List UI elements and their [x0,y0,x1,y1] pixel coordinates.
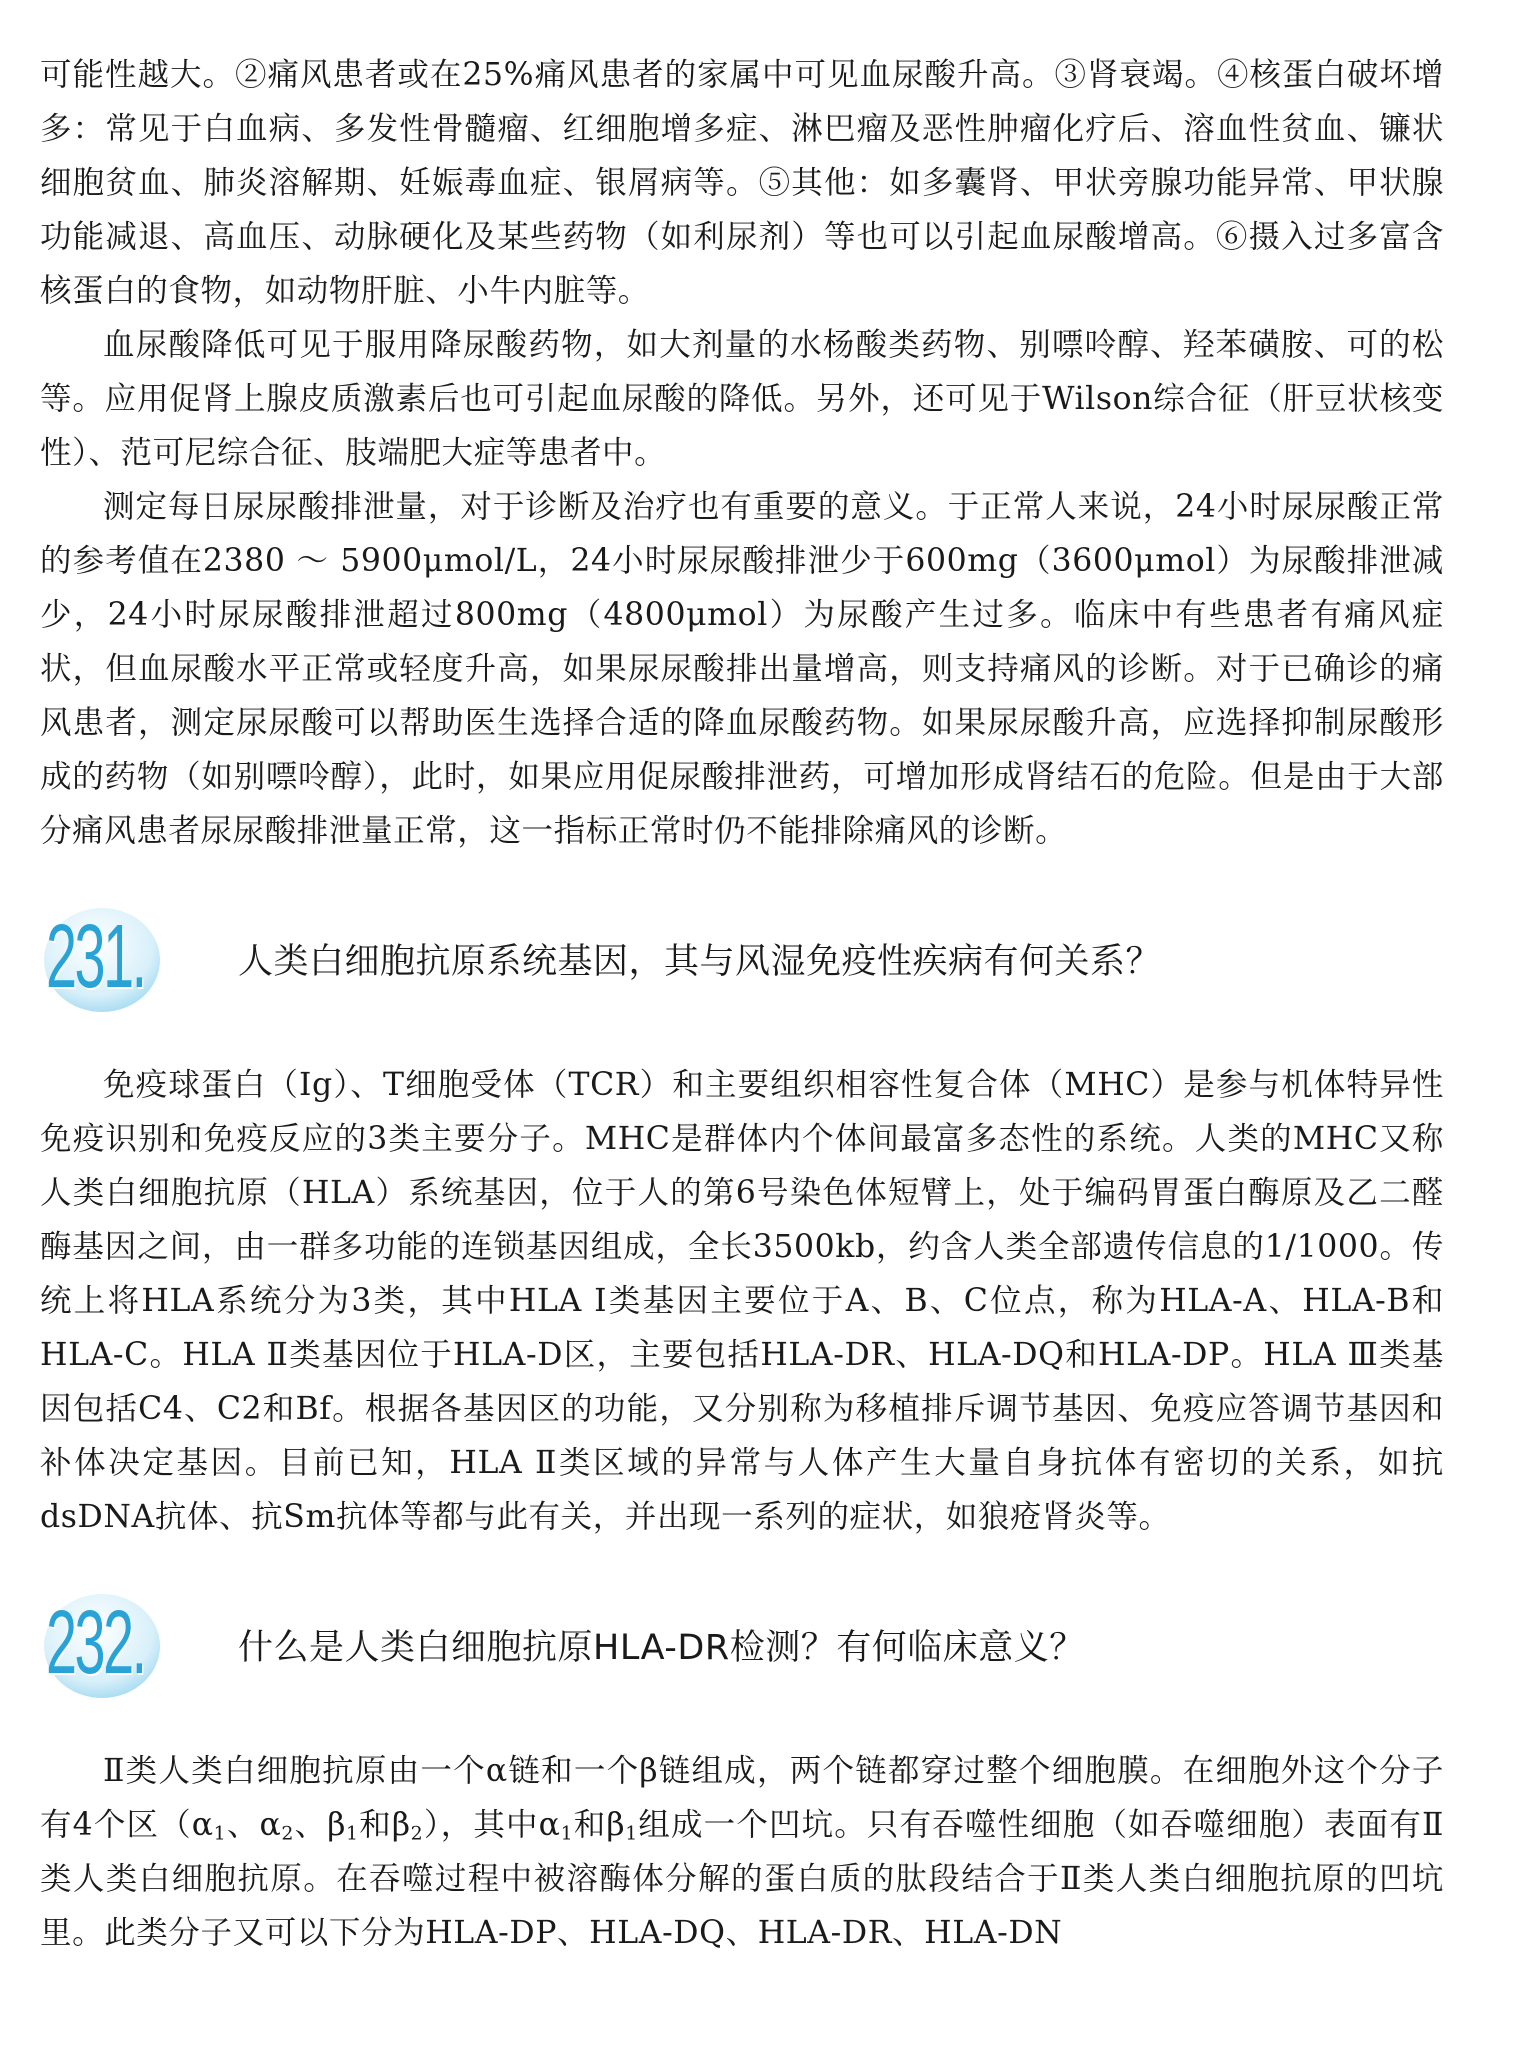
continuation-paragraph-1: 可能性越大。②痛风患者或在25%痛风患者的家属中可见血尿酸升高。③肾衰竭。④核蛋白破坏增多：常见于白血病、多发性骨髓瘤、红细胞增多症、淋巴瘤及恶性肿瘤化疗后、溶血性贫血、镰状细胞贫血、肺炎溶解期、妊娠毒血症、银屑病等。⑤其他：如多囊肾、甲状旁腺功能异常、甲状腺功能减退、高血压、动脉硬化及某些药物（如利尿剂）等也可以引起血尿酸增高。⑥摄入过多富含核蛋白的食物，如动物肝脏、小牛内脏等。 [40,57,1444,309]
text-run: Ⅱ类人类白细胞抗原由一个α链和一个β链组成，两个链都穿过整个细胞膜。在细胞外这个分子有4个区（α [40,1753,1444,1843]
section-title: 什么是人类白细胞抗原HLA-DR检测？有何临床意义？ [238,1628,1085,1668]
text-run: 组成一个凹坑。只有吞噬性细胞（如吞噬细胞）表面有Ⅱ类人类白细胞抗原。在吞噬过程中被溶酶体分解的蛋白质的肽段结合于Ⅱ类人类白细胞抗原的凹坑里。此类分子又可以下分为HLA-DP、HLA-DQ、HLA-DR、HLA-DN [40,1807,1444,1951]
subscript: 1 [560,1822,574,1845]
section-number-badge [40,900,190,1018]
continuation-paragraph-3: 测定每日尿尿酸排泄量，对于诊断及治疗也有重要的意义。于正常人来说，24小时尿尿酸正常的参考值在2380 ～ 5900μmol/L，24小时尿尿酸排泄少于600mg（3600μmol）为尿酸排泄减少，24小时尿尿酸排泄超过800mg（4800μmol）为尿酸产生过多。临床中有些患者有痛风症状，但血尿酸水平正常或轻度升高，如果尿尿酸排出量增高，则支持痛风的诊断。对于已确诊的痛风患者，测定尿尿酸可以帮助医生选择合适的降血尿酸药物。如果尿尿酸升高，应选择抑制尿酸形成的药物（如别嘌呤醇），此时，如果应用促尿酸排泄药，可增加形成肾结石的危险。但是由于大部分痛风患者尿尿酸排泄量正常，这一指标正常时仍不能排除痛风的诊断。 [40,489,1444,849]
text-run: 、β [294,1807,347,1843]
section-title: 人类白细胞抗原系统基因，其与风湿免疫性疾病有何关系？ [238,942,1162,982]
subscript: 2 [410,1822,424,1845]
section-231-paragraph: 免疫球蛋白（Ig）、T细胞受体（TCR）和主要组织相容性复合体（MHC）是参与机体特异性免疫识别和免疫反应的3类主要分子。MHC是群体内个体间最富多态性的系统。人类的MHC又称人类白细胞抗原（HLA）系统基因，位于人的第6号染色体短臂上，处于编码胃蛋白酶原及乙二醛酶基因之间，由一群多功能的连锁基因组成，全长3500kb，约含人类全部遗传信息的1/1000。传统上将HLA系统分为3类，其中HLA Ⅰ类基因主要位于A、B、C位点，称为HLA-A、HLA-B和HLA-C。HLA Ⅱ类基因位于HLA-D区，主要包括HLA-DR、HLA-DQ和HLA-DP。HLA Ⅲ类基因包括C4、C2和Bf。根据各基因区的功能，又分别称为移植排斥调节基因、免疫应答调节基因和补体决定基因。目前已知，HLA Ⅱ类区域的异常与人体产生大量自身抗体有密切的关系，如抗dsDNA抗体、抗Sm抗体等都与此有关，并出现一系列的症状，如狼疮肾炎等。 [40,1067,1444,1535]
section-number: 231. [46,907,145,1007]
text-run: 和β [573,1807,626,1843]
subscript: 2 [281,1822,294,1845]
text-run: ），其中α [423,1807,561,1843]
section-number-badge [40,1586,190,1704]
continuation-paragraph-2: 血尿酸降低可见于服用降尿酸药物，如大剂量的水杨酸类药物、别嘌呤醇、羟苯磺胺、可的松等。应用促肾上腺皮质激素后也可引起血尿酸的降低。另外，还可见于Wilson综合征（肝豆状核变性）、范可尼综合征、肢端肥大症等患者中。 [40,327,1444,471]
subscript: 1 [625,1822,638,1845]
page-content [40,48,1444,1960]
text-run: 和β [358,1807,411,1843]
section-231-heading [40,894,1444,1024]
section-number: 232. [46,1593,145,1693]
section-232-heading [40,1580,1444,1710]
subscript: 1 [346,1822,359,1845]
text-run: 、α [226,1807,282,1843]
section-232-paragraph [40,1744,1444,1960]
subscript: 1 [213,1822,227,1845]
